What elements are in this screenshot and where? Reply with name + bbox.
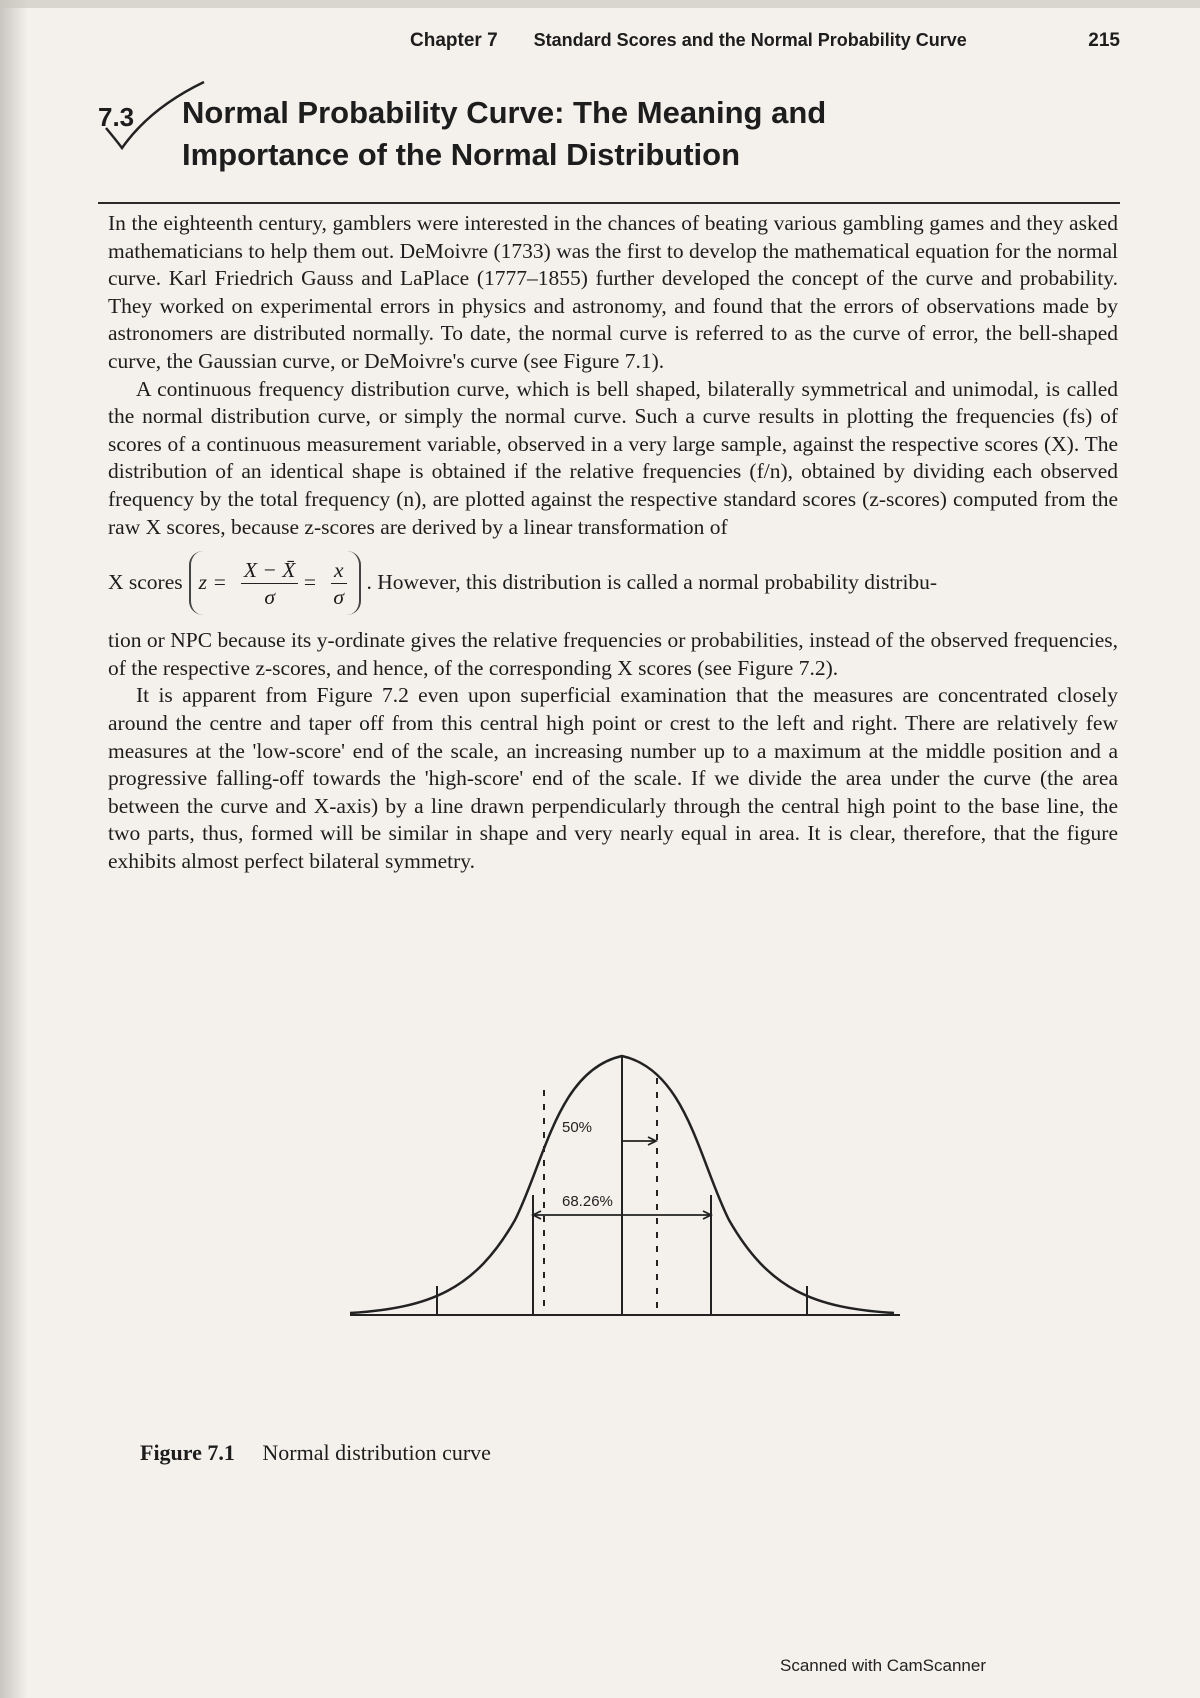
- page-number: 215: [1088, 30, 1120, 51]
- label-68-26-percent: 68.26%: [562, 1193, 613, 1210]
- section-heading: [98, 92, 1118, 176]
- label-50-percent: 50%: [562, 1119, 593, 1136]
- paragraph-2: A continuous frequency distribution curve, which is bell shaped, bilaterally symmetrical and unimodal, is called the normal distribution curve, or simply the normal curve. Such a curve results in plotting the frequencies (fs) of scores of a continuous measurement variable, observed in a very large sample, against the respective scores (X). The distribution of an identical shape is obtained if the relative frequencies (f/n), obtained by dividing each observed frequency by the total frequency (n), are plotted against the respective standard scores (z-scores) computed from the raw X scores, because z-scores are derived by a linear transformation of: [108, 376, 1118, 539]
- formula-numerator-2: x: [331, 557, 347, 584]
- heading-rule: [98, 202, 1120, 204]
- paragraph-2-continued: tion or NPC because its y-ordinate gives the relative frequencies or probabilities, instead of the observed frequencies, of the respective z-scores, and hence, of the corresponding X scores (see Figure 7.2).: [108, 628, 1118, 680]
- formula-denominator-1: σ: [264, 584, 275, 609]
- formula-row: [108, 543, 1118, 623]
- section-title-line-1: Normal Probability Curve: The Meaning and: [182, 95, 827, 130]
- section-number: 7.3: [98, 102, 135, 132]
- formula-numerator-1: X − X̄: [241, 557, 299, 584]
- body-text: [108, 210, 1118, 875]
- paragraph-3: It is apparent from Figure 7.2 even upon superficial examination that the measures are concentrated closely around the centre and taper off from this central high point or crest to the left and right. There are relatively few measures at the 'low-score' end of the scale, an increasing number up to a maximum at the middle position and a progressive falling-off towards the 'high-score' end of the scale. If we divide the area under the curve (the area between the curve and X-axis) by a line drawn perpendicularly through the central high point to the base line, the two parts, thus, formed will be similar in shape and very nearly equal in area. It is clear, therefore, that the figure exhibits almost perfect bilateral symmetry.: [108, 683, 1118, 873]
- scanner-watermark: Scanned with CamScanner: [780, 1656, 987, 1675]
- page-binding-shadow: [0, 0, 28, 1698]
- chapter-label: Chapter 7: [410, 30, 498, 51]
- normal-curve-figure: [300, 1000, 960, 1340]
- formula-lead: X scores: [108, 570, 183, 595]
- z-score-formula: [189, 551, 361, 615]
- figure-caption: [140, 1440, 491, 1466]
- running-head-title: Standard Scores and the Normal Probability Curve: [533, 30, 967, 50]
- page-top-edge: [0, 0, 1200, 8]
- figure-caption-text: Normal distribution curve: [262, 1440, 491, 1465]
- figure-number: Figure 7.1: [140, 1440, 235, 1465]
- formula-z: z =: [198, 570, 227, 595]
- running-head: [410, 30, 1120, 52]
- formula-denominator-2: σ: [333, 584, 345, 609]
- paragraph-1: In the eighteenth century, gamblers were interested in the chances of beating various gambling games and they asked mathematicians to help them out. DeMoivre (1733) was the first to develop the mathematical equation for the normal curve. Karl Friedrich Gauss and LaPlace (1777–1855) further developed the concept of the curve and probability. They worked on experimental errors in physics and astronomy, and found that the errors of observations made by astronomers are distributed normally. To date, the normal curve is referred to as the curve of error, the bell-shaped curve, the Gaussian curve, or DeMoivre's curve (see Figure 7.1).: [108, 211, 1118, 373]
- formula-trailing-text: . However, this distribution is called a normal probability distribu-: [366, 570, 938, 595]
- formula-fraction-1: [241, 557, 299, 610]
- formula-equals: =: [302, 570, 317, 595]
- section-title-line-2: Importance of the Normal Distribution: [182, 137, 741, 172]
- formula-fraction-2: [331, 557, 347, 610]
